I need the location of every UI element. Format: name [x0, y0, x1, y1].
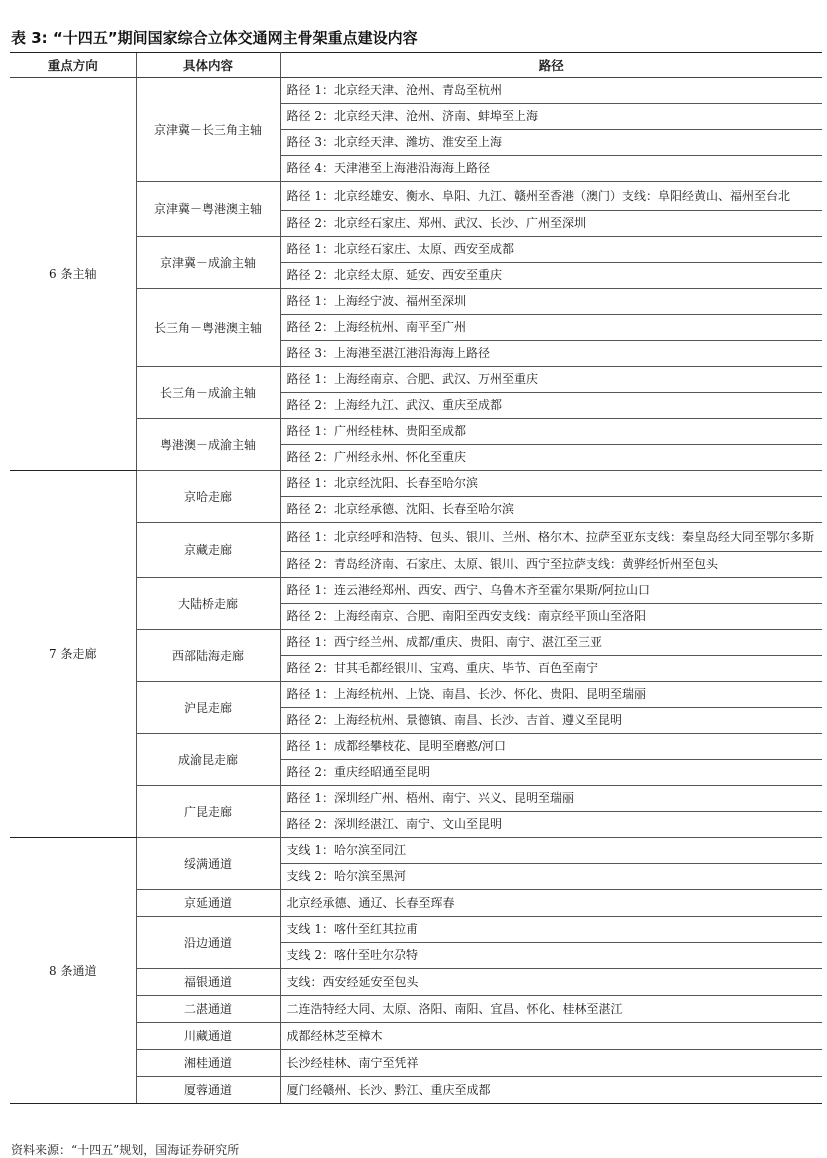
route-cell: 路径 2：重庆经昭通至昆明 [280, 760, 822, 786]
content-cell: 西部陆海走廊 [136, 630, 280, 682]
route-cell: 支线 1：喀什至红其拉甫 [280, 917, 822, 943]
route-cell: 路径 2：北京经石家庄、郑州、武汉、长沙、广州至深圳 [280, 211, 822, 237]
header-row [10, 53, 822, 78]
route-cell: 路径 2：深圳经湛江、南宁、文山至昆明 [280, 812, 822, 838]
content-cell: 成渝昆走廊 [136, 734, 280, 786]
route-cell: 路径 2：广州经永州、怀化至重庆 [280, 445, 822, 471]
route-cell: 路径 1：北京经沈阳、长春至哈尔滨 [280, 471, 822, 497]
source-note: 资料来源：“十四五”规划，国海证券研究所 [11, 1143, 240, 1157]
content-cell: 湘桂通道 [136, 1050, 280, 1077]
table-title: 表 3: “十四五”期间国家综合立体交通网主骨架重点建设内容 [11, 29, 418, 47]
route-cell: 路径 1：成都经攀枝花、昆明至磨憨/河口 [280, 734, 822, 760]
route-cell: 成都经林芝至樟木 [280, 1023, 822, 1050]
route-cell: 支线：西安经延安至包头 [280, 969, 822, 996]
table-row [10, 838, 822, 864]
content-cell: 粤港澳－成渝主轴 [136, 419, 280, 471]
route-cell: 长沙经桂林、南宁至凭祥 [280, 1050, 822, 1077]
route-cell: 路径 1：上海经宁波、福州至深圳 [280, 289, 822, 315]
direction-cell: 8 条通道 [10, 838, 136, 1104]
content-cell: 京哈走廊 [136, 471, 280, 523]
header-content: 具体内容 [136, 53, 280, 78]
route-cell: 路径 1：北京经呼和浩特、包头、银川、兰州、格尔木、拉萨至亚东支线：秦皇岛经大同至鄂尔多斯 [280, 523, 822, 552]
route-cell: 路径 1：北京经石家庄、太原、西安至成都 [280, 237, 822, 263]
route-cell: 路径 1：上海经杭州、上饶、南昌、长沙、怀化、贵阳、昆明至瑞丽 [280, 682, 822, 708]
route-cell: 路径 2：甘其毛都经银川、宝鸡、重庆、毕节、百色至南宁 [280, 656, 822, 682]
content-cell: 广昆走廊 [136, 786, 280, 838]
content-cell: 二湛通道 [136, 996, 280, 1023]
content-cell: 京藏走廊 [136, 523, 280, 578]
route-cell: 路径 2：青岛经济南、石家庄、太原、银川、西宁至拉萨支线：黄骅经忻州至包头 [280, 552, 822, 578]
route-cell: 路径 2：北京经太原、延安、西安至重庆 [280, 263, 822, 289]
content-cell: 京津冀－长三角主轴 [136, 78, 280, 182]
route-cell: 路径 1：北京经雄安、衡水、阜阳、九江、赣州至香港（澳门）支线：阜阳经黄山、福州至台北 [280, 182, 822, 211]
route-cell: 路径 1：西宁经兰州、成都/重庆、贵阳、南宁、湛江至三亚 [280, 630, 822, 656]
header-direction: 重点方向 [10, 53, 136, 78]
route-cell: 路径 1：上海经南京、合肥、武汉、万州至重庆 [280, 367, 822, 393]
content-cell: 大陆桥走廊 [136, 578, 280, 630]
table-body [10, 78, 822, 1104]
route-cell: 北京经承德、通辽、长春至珲春 [280, 890, 822, 917]
content-cell: 京津冀－成渝主轴 [136, 237, 280, 289]
route-cell: 支线 1：哈尔滨至同江 [280, 838, 822, 864]
content-cell: 绥满通道 [136, 838, 280, 890]
route-cell: 路径 2：上海经杭州、南平至广州 [280, 315, 822, 341]
route-cell: 路径 2：北京经承德、沈阳、长春至哈尔滨 [280, 497, 822, 523]
route-table [10, 52, 822, 1104]
route-cell: 路径 2：上海经南京、合肥、南阳至西安支线：南京经平顶山至洛阳 [280, 604, 822, 630]
content-cell: 长三角－粤港澳主轴 [136, 289, 280, 367]
route-cell: 路径 4：天津港至上海港沿海海上路径 [280, 156, 822, 182]
route-cell: 路径 1：连云港经郑州、西安、西宁、乌鲁木齐至霍尔果斯/阿拉山口 [280, 578, 822, 604]
direction-cell: 7 条走廊 [10, 471, 136, 838]
content-cell: 京津冀－粤港澳主轴 [136, 182, 280, 237]
route-cell: 支线 2：哈尔滨至黑河 [280, 864, 822, 890]
content-cell: 厦蓉通道 [136, 1077, 280, 1104]
route-cell: 支线 2：喀什至吐尔尕特 [280, 943, 822, 969]
route-cell: 路径 1：北京经天津、沧州、青岛至杭州 [280, 78, 822, 104]
table-row [10, 471, 822, 497]
route-cell: 路径 3：北京经天津、潍坊、淮安至上海 [280, 130, 822, 156]
content-cell: 川藏通道 [136, 1023, 280, 1050]
route-cell: 厦门经赣州、长沙、黔江、重庆至成都 [280, 1077, 822, 1104]
content-cell: 福银通道 [136, 969, 280, 996]
route-cell: 路径 1：深圳经广州、梧州、南宁、兴义、昆明至瑞丽 [280, 786, 822, 812]
header-route: 路径 [280, 53, 822, 78]
route-cell: 路径 1：广州经桂林、贵阳至成都 [280, 419, 822, 445]
route-cell: 路径 2：北京经天津、沧州、济南、蚌埠至上海 [280, 104, 822, 130]
table-row [10, 78, 822, 104]
route-cell: 路径 2：上海经九江、武汉、重庆至成都 [280, 393, 822, 419]
content-cell: 沪昆走廊 [136, 682, 280, 734]
content-cell: 京延通道 [136, 890, 280, 917]
route-cell: 路径 2：上海经杭州、景德镇、南昌、长沙、吉首、遵义至昆明 [280, 708, 822, 734]
direction-cell: 6 条主轴 [10, 78, 136, 471]
content-cell: 长三角－成渝主轴 [136, 367, 280, 419]
route-cell: 二连浩特经大同、太原、洛阳、南阳、宜昌、怀化、桂林至湛江 [280, 996, 822, 1023]
route-cell: 路径 3：上海港至湛江港沿海海上路径 [280, 341, 822, 367]
content-cell: 沿边通道 [136, 917, 280, 969]
